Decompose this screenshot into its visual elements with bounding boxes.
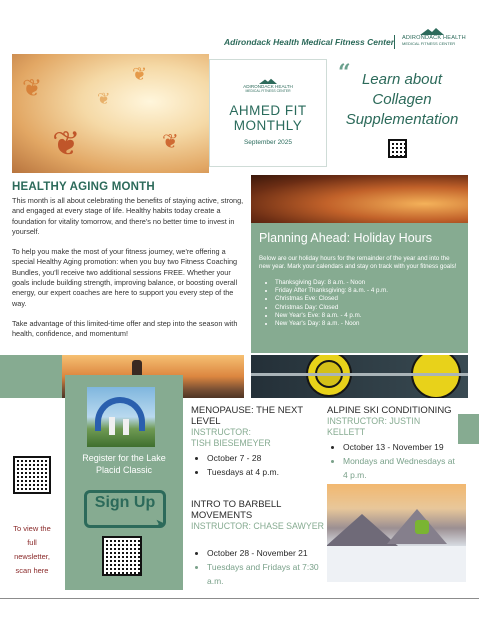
holiday-hours-intro: Below are our holiday hours for the remainder of the year and into the new year. Mark your calendars and stay on track with your fitness goals! xyxy=(259,255,457,271)
class-times: • Tuesdays and Fridays at 7:30 a.m. xyxy=(207,560,326,588)
sign-up-label[interactable]: Sign Up xyxy=(94,494,156,511)
masthead-logo-line1: ADIRONDACK HEALTH xyxy=(243,84,293,89)
logo-line1: ADIRONDACK HEALTH xyxy=(402,35,466,41)
healthy-aging-paragraph: Take advantage of this limited-time offer and step into the season with health, confidence, and momentum! xyxy=(12,318,238,339)
skier-mountain-image xyxy=(327,484,466,582)
autumn-leaves-image xyxy=(12,54,209,173)
collagen-line3: Supplementation xyxy=(345,111,459,128)
class-schedule xyxy=(191,451,326,479)
maple-leaf-icon: ❦ xyxy=(162,131,179,153)
newsletter-masthead xyxy=(209,59,327,167)
header-divider xyxy=(394,35,395,49)
class-instructor: INSTRUCTOR: JUSTIN KELLETT xyxy=(327,416,421,437)
list-item: • Friday After Thanksgiving: 8 a.m. - 4 p.m. xyxy=(275,287,460,295)
class-schedule xyxy=(327,440,455,482)
healthy-aging-body xyxy=(12,196,244,350)
register-text xyxy=(65,452,183,476)
barbell-plates-image xyxy=(251,355,468,398)
masthead-logo xyxy=(238,78,298,93)
org-title: Adirondack Health Medical Fitness Center xyxy=(224,37,395,47)
class-schedule xyxy=(191,546,326,588)
register-line1: Register for the Lake xyxy=(82,453,166,463)
class-title-line2: MOVEMENTS xyxy=(191,510,253,521)
holiday-hours-title: Planning Ahead: Holiday Hours xyxy=(259,231,433,245)
class-title-line1: INTRO TO BARBELL xyxy=(191,499,282,510)
list-item: • New Year's Day: 8 a.m. - Noon xyxy=(275,320,460,328)
list-item: • Thanksgiving Day: 8 a.m. - Noon xyxy=(275,279,460,287)
newsletter-line1: To view the xyxy=(13,524,51,533)
list-item: • Christmas Eve: Closed xyxy=(275,295,460,303)
class-times: • Tuesdays at 4 p.m. xyxy=(207,465,326,479)
maple-leaf-icon: ❦ xyxy=(52,125,81,163)
class-instructor: INSTRUCTOR: CHASE SAWYER xyxy=(191,521,324,531)
sunset-bokeh-image xyxy=(251,175,468,223)
class-instructor: TISH BIESEMEYER xyxy=(191,438,271,448)
logo-line2: MEDICAL FITNESS CENTER xyxy=(402,41,456,46)
healthy-aging-paragraph: This month is all about celebrating the benefits of staying active, strong, and engaged at every stage of life. Healthy habits today create a foundation for vitality tomorrow, and there's no better time to invest in yourself. xyxy=(12,196,244,236)
newsletter-line3: newsletter, xyxy=(14,552,50,561)
newsletter-line2: full xyxy=(27,538,37,547)
masthead-title-line1: AHMED FIT xyxy=(229,103,307,118)
newsletter-scan-text xyxy=(0,522,64,578)
maple-leaf-icon: ❦ xyxy=(97,91,111,108)
register-qr-code[interactable] xyxy=(102,536,142,576)
issue-date: September 2025 xyxy=(243,139,293,146)
footer-divider xyxy=(0,598,479,599)
decorative-green-block xyxy=(0,355,62,398)
class-dates: • October 13 - November 19 xyxy=(343,440,455,454)
cursor-pointer-icon: ➤ xyxy=(155,516,166,531)
barbell-class xyxy=(191,499,326,588)
maple-leaf-icon: ❦ xyxy=(22,75,43,102)
collagen-line2: Collagen xyxy=(372,91,432,108)
masthead-logo-line2: MEDICAL FITNESS CENTER xyxy=(245,89,291,93)
class-instructor-label: INSTRUCTOR: xyxy=(191,427,251,437)
org-logo xyxy=(402,27,468,49)
decorative-green-block xyxy=(458,414,479,444)
race-finish-photo xyxy=(87,387,155,447)
class-dates: • October 7 - 28 xyxy=(207,451,326,465)
skier-figure xyxy=(415,520,429,534)
holiday-hours-list xyxy=(259,279,460,329)
class-title: MENOPAUSE: THE NEXT LEVEL xyxy=(191,405,303,427)
healthy-aging-paragraph: To help you make the most of your fitness journey, we're offering a special Healthy Aging promotion: when you buy two Fitness Coaching Bundles, you'll receive two additional sessions FREE. Whether your goals include building strength, improving balance, or boosting overall energy, our expert coaches are here to support you every step of the way. xyxy=(12,247,238,308)
masthead-title-line2: MONTHLY xyxy=(233,118,303,133)
list-item: • Christmas Day: Closed xyxy=(275,304,460,312)
collagen-promo[interactable] xyxy=(336,70,468,130)
class-title: ALPINE SKI CONDITIONING xyxy=(327,405,452,416)
alpine-ski-class xyxy=(327,405,455,482)
class-times: • Mondays and Wednesdays at 4 p.m. xyxy=(343,454,455,482)
collagen-line1: Learn about xyxy=(361,71,443,88)
mountain-logo-icon xyxy=(420,27,444,35)
register-line2: Placid Classic xyxy=(95,465,153,475)
healthy-aging-title: HEALTHY AGING MONTH xyxy=(12,181,155,193)
newsletter-line4: scan here xyxy=(15,566,49,575)
collagen-qr-code[interactable] xyxy=(388,139,407,158)
menopause-class xyxy=(191,405,326,479)
maple-leaf-icon: ❦ xyxy=(132,64,148,84)
holiday-hours-panel xyxy=(251,223,468,353)
class-dates: • October 28 - November 21 xyxy=(207,546,326,560)
quote-mark-icon: “ xyxy=(338,60,351,86)
list-item: • New Year's Eve: 8 a.m. - 4 p.m. xyxy=(275,312,460,320)
newsletter-qr-code[interactable] xyxy=(13,456,51,494)
